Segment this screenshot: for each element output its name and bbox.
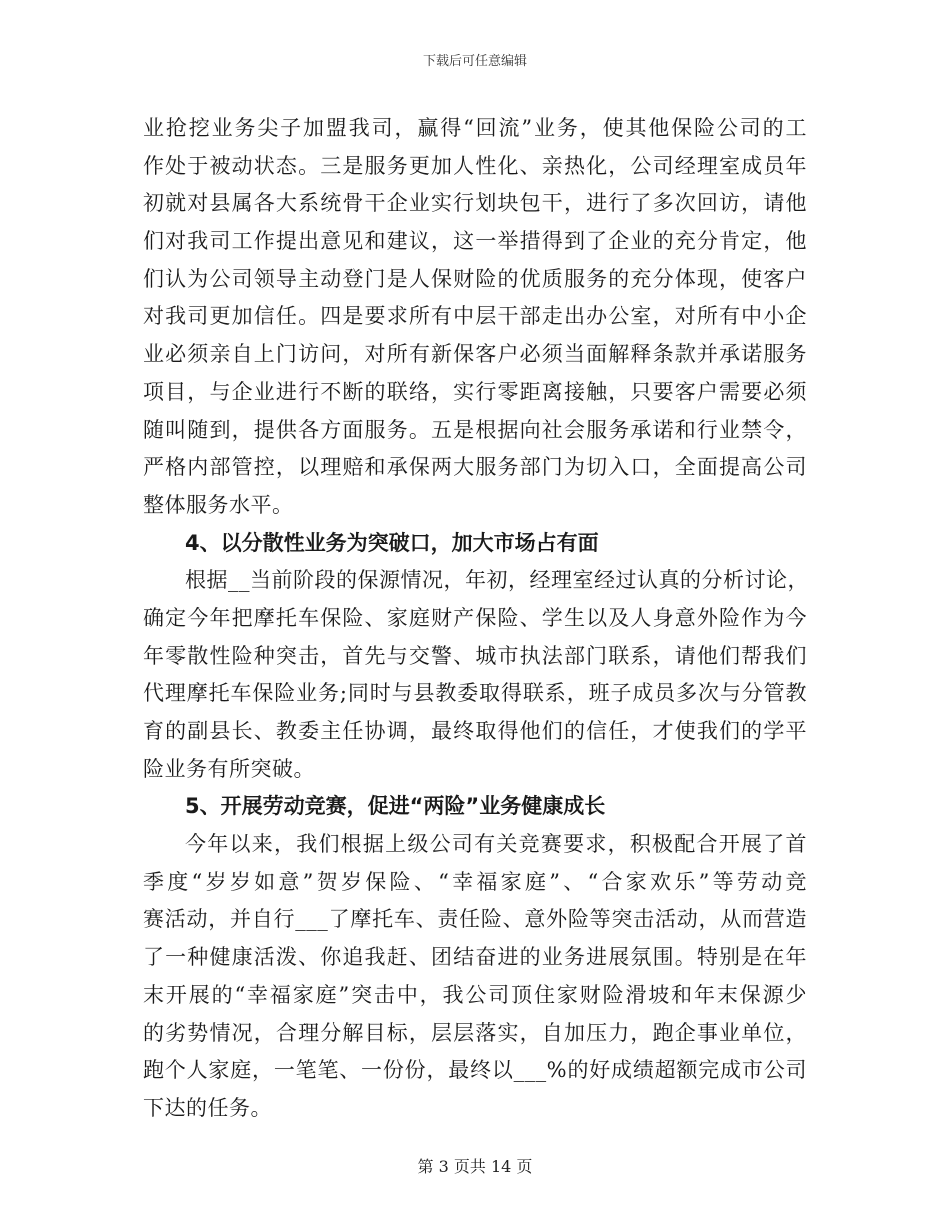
text-line: 育的副县长、教委主任协调，最终取得他们的信任，才使我们的学平 xyxy=(143,719,807,743)
text-line: 作处于被动状态。三是服务更加人性化、亲热化，公司经理室成员年 xyxy=(143,153,807,178)
header-note: 下载后可任意编辑 xyxy=(422,54,527,69)
text-line: 确定今年把摩托车保险、家庭财产保险、学生以及人身意外险作为今 xyxy=(143,605,807,630)
page-number: 第 3 页共 14 页 xyxy=(417,1157,533,1176)
text-line: 代理摩托车保险业务;同时与县教委取得联系，班子成员多次与分管教 xyxy=(143,681,807,706)
text-line: 下达的任务。 xyxy=(143,1095,272,1120)
paragraph-labor-competition xyxy=(143,826,807,1128)
text-line: 业抢挖业务尖子加盟我司，赢得“回流”业务，使其他保险公司的工 xyxy=(143,116,807,140)
text-line: 对我司更加信任。四是要求所有中层干部走出办公室，对所有中小企 xyxy=(143,304,807,329)
section-heading-5: 5、开展劳动竞赛，促进“两险”业务健康成长 xyxy=(185,794,606,819)
text-line: 项目，与企业进行不断的联络，实行零距离接触，只要客户需要必须 xyxy=(143,379,807,404)
text-line: 初就对县属各大系统骨干企业实行划块包干，进行了多次回访，请他 xyxy=(143,191,807,216)
text-line: 今年以来，我们根据上级公司有关竞赛要求，积极配合开展了首 xyxy=(185,832,807,857)
text-line: 末开展的“幸福家庭”突击中，我公司顶住家财险滑坡和年末保源少 xyxy=(143,982,807,1007)
section-heading-4: 4、以分散性业务为突破口，加大市场占有面 xyxy=(185,530,599,555)
text-line: 年零散性险种突击，首先与交警、城市执法部门联系，请他们帮我们 xyxy=(143,643,807,668)
text-line: 业必须亲自上门访问，对所有新保客户必须当面解释条款并承诺服务 xyxy=(143,342,807,367)
text-line: 们认为公司领导主动登门是人保财险的优质服务的充分体现，使客户 xyxy=(143,266,807,291)
document-body xyxy=(143,110,807,1128)
text-line: 季度“岁岁如意”贺岁保险、“幸福家庭”、“合家欢乐”等劳动竞 xyxy=(143,869,807,894)
text-line: 跑个人家庭，一笔笔、一份份，最终以___%的好成绩超额完成市公司 xyxy=(143,1058,807,1083)
paragraph-scattered-business xyxy=(143,562,807,788)
text-line: 根据__当前阶段的保源情况，年初，经理室经过认真的分析讨论， xyxy=(185,568,809,593)
text-line: 整体服务水平。 xyxy=(143,492,294,517)
text-line: 了一种健康活泼、你追我赶、团结奋进的业务进展氛围。特别是在年 xyxy=(143,945,807,970)
text-line: 的劣势情况，合理分解目标，层层落实，自加压力，跑企事业单位， xyxy=(143,1020,807,1045)
text-line: 随叫随到，提供各方面服务。五是根据向社会服务承诺和行业禁令， xyxy=(143,417,807,442)
text-line: 险业务有所突破。 xyxy=(143,756,315,781)
text-line: 们对我司工作提出意见和建议，这一举措得到了企业的充分肯定，他 xyxy=(143,229,807,254)
paragraph-service xyxy=(143,110,807,525)
text-line: 严格内部管控，以理赔和承保两大服务部门为切入口，全面提高公司 xyxy=(143,455,807,480)
text-line: 赛活动，并自行___了摩托车、责任险、意外险等突击活动，从而营造 xyxy=(143,907,807,932)
